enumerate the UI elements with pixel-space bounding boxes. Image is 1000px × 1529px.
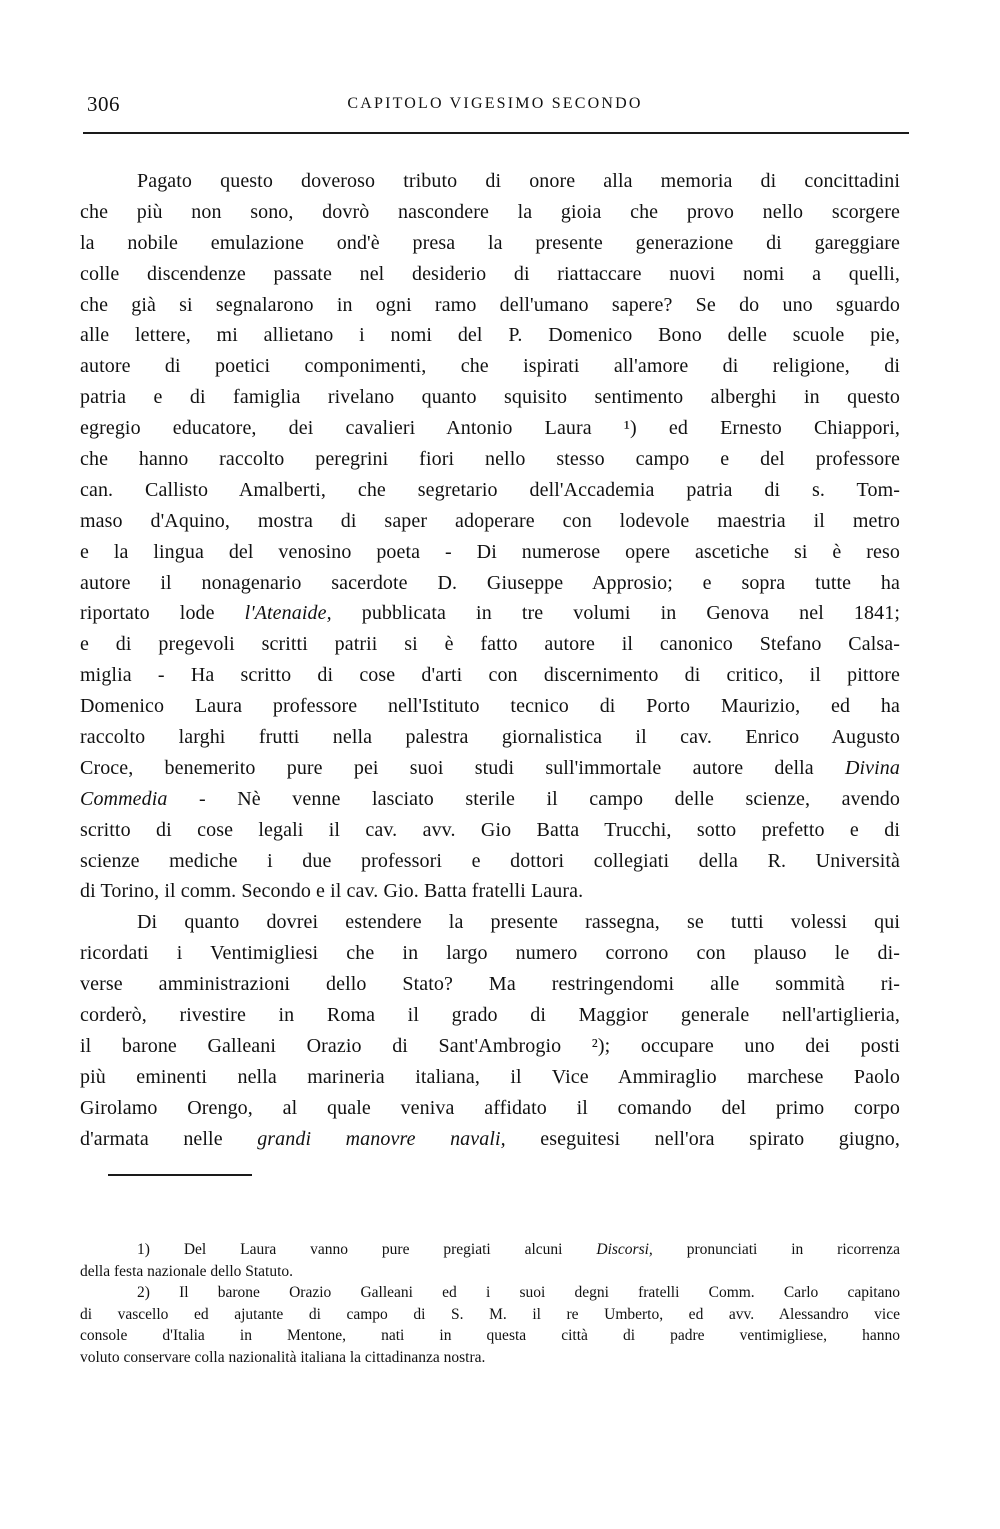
text-line	[80, 1093, 900, 1124]
text-line	[80, 691, 900, 722]
line-text: di vascello ed ajutante di campo di S. M. il re Umberto, ed avv. Alessandro vice	[80, 1305, 900, 1323]
line-text: di Torino, il comm. Secondo e il cav. Gio. Batta fratelli Laura.	[80, 880, 584, 903]
text-line	[80, 907, 900, 938]
line-text: scritto di cose legali il cav. avv. Gio Batta Trucchi, sotto prefetto e di	[80, 818, 900, 841]
text-line	[80, 1031, 900, 1062]
text-line	[80, 166, 900, 197]
line-text: la nobile emulazione ond'è presa la presente generazione di gareggiare	[80, 231, 900, 254]
line-text-continued: pubblicata in tre volumi in Genova nel 1841;	[331, 602, 900, 625]
line-text: autore il nonagenario sacerdote D. Giuseppe Approsio; e sopra tutte ha	[80, 571, 900, 594]
line-text: della festa nazionale dello Statuto.	[80, 1262, 294, 1280]
line-text: e di pregevoli scritti patrii si è fatto autore il canonico Stefano Calsa-	[80, 633, 900, 656]
line-text: e la lingua del venosino poeta - Di numerose opere ascetiche si è reso	[80, 540, 900, 563]
body-text	[80, 166, 900, 1155]
text-line	[80, 444, 900, 475]
line-text: patria e di famiglia rivelano quanto squisito sentimento alberghi in questo	[80, 386, 900, 409]
line-text: Domenico Laura professore nell'Istituto tecnico di Porto Maurizio, ed ha	[80, 695, 900, 718]
text-line	[80, 969, 900, 1000]
line-text: egregio educatore, dei cavalieri Antonio Laura ¹) ed Ernesto Chiappori,	[80, 417, 900, 440]
text-line	[80, 876, 900, 907]
italic-title: grandi manovre navali,	[257, 1127, 506, 1150]
text-line	[80, 197, 900, 228]
footnote-line	[80, 1304, 900, 1326]
line-text: 1) Del Laura vanno pure pregiati alcuni	[137, 1241, 597, 1258]
line-text-continued: pronunciati in ricorrenza	[652, 1241, 900, 1258]
footnote-line	[80, 1347, 900, 1369]
line-text: Croce, benemerito pure pei suoi studi sull'immortale autore della	[80, 756, 845, 779]
text-line	[80, 290, 900, 321]
text-line	[80, 629, 900, 660]
footnote-line	[80, 1325, 900, 1347]
text-line	[80, 938, 900, 969]
line-text: console d'Italia in Mentone, nati in questa città di padre ventimigliese, hanno	[80, 1327, 900, 1344]
line-text: maso d'Aquino, mostra di saper adoperare con lodevole maestria il metro	[80, 509, 900, 532]
line-text: autore di poetici componimenti, che ispirati all'amore di religione, di	[80, 355, 900, 378]
line-text-continued: - Nè venne lasciato sterile il campo delle scienze, avendo	[167, 787, 900, 810]
line-text: 2) Il barone Orazio Galleani ed i suoi degni fratelli Comm. Carlo capitano	[137, 1284, 900, 1301]
footnote-line	[80, 1282, 900, 1304]
line-text: Di quanto dovrei estendere la presente rassegna, se tutti volessi qui	[137, 911, 900, 934]
line-text: can. Callisto Amalberti, che segretario dell'Accademia patria di s. Tom-	[80, 478, 900, 501]
text-line	[80, 660, 900, 691]
text-line	[80, 228, 900, 259]
line-text: alle lettere, mi allietano i nomi del P. Domenico Bono delle scuole pie,	[80, 324, 900, 347]
text-line	[80, 846, 900, 877]
running-title: CAPITOLO VIGESIMO SECONDO	[347, 95, 643, 112]
text-line	[80, 382, 900, 413]
footnote-separator	[108, 1174, 252, 1176]
footnotes	[80, 1239, 900, 1368]
line-text: più eminenti nella marineria italiana, il Vice Ammiraglio marchese Paolo	[80, 1065, 900, 1088]
text-line	[80, 506, 900, 537]
line-text: ricordati i Ventimigliesi che in largo numero corrono con plauso le di-	[80, 942, 900, 965]
line-text: d'armata nelle	[80, 1127, 258, 1150]
text-line	[80, 413, 900, 444]
text-line	[80, 568, 900, 599]
line-text: che già si segnalarono in ogni ramo dell'umano sapere? Se do uno sguardo	[80, 293, 900, 316]
text-line	[80, 722, 900, 753]
italic-title: Divina	[844, 756, 900, 779]
italic-title: l'Atenaide,	[244, 602, 332, 625]
line-text: miglia - Ha scritto di cose d'arti con discernimento di critico, il pittore	[80, 664, 900, 687]
text-line	[80, 537, 900, 568]
footnote-line	[80, 1261, 900, 1283]
header-rule	[83, 132, 909, 134]
text-line	[80, 753, 900, 784]
text-line	[80, 1124, 900, 1155]
text-line	[80, 1062, 900, 1093]
text-line	[80, 351, 900, 382]
text-line	[80, 1000, 900, 1031]
line-text: riportato lode	[80, 602, 245, 625]
line-text: scienze mediche i due professori e dottori collegiati della R. Università	[80, 849, 900, 872]
line-text: che hanno raccolto peregrini fiori nello stesso campo e del professore	[80, 448, 900, 471]
page-header	[83, 92, 907, 118]
line-text: verse amministrazioni dello Stato? Ma restringendomi alle sommità ri-	[80, 973, 900, 996]
text-line	[80, 259, 900, 290]
text-line	[80, 475, 900, 506]
text-line	[80, 598, 900, 629]
line-text: Girolamo Orengo, al quale veniva affidato il comando del primo corpo	[80, 1096, 900, 1119]
italic-title: Commedia	[80, 787, 168, 810]
page-number: 306	[87, 92, 120, 116]
line-text-continued: eseguitesi nell'ora spirato giugno,	[505, 1127, 900, 1150]
line-text: raccolto larghi frutti nella palestra giornalistica il cav. Enrico Augusto	[80, 726, 900, 749]
text-line	[80, 320, 900, 351]
footnote-line	[80, 1239, 900, 1261]
line-text: il barone Galleani Orazio di Sant'Ambrogio ²); occupare uno dei posti	[80, 1034, 900, 1057]
line-text: corderò, rivestire in Roma il grado di Maggior generale nell'artiglieria,	[80, 1004, 900, 1027]
line-text: che più non sono, dovrò nascondere la gioia che provo nello scorgere	[80, 200, 900, 223]
line-text: Pagato questo doveroso tributo di onore alla memoria di concittadini	[137, 170, 900, 192]
line-text: colle discendenze passate nel desiderio di riattaccare nuovi nomi a quelli,	[80, 262, 900, 285]
text-line	[80, 784, 900, 815]
line-text: voluto conservare colla nazionalità italiana la cittadinanza nostra.	[80, 1348, 486, 1366]
italic-title: Discorsi,	[596, 1241, 653, 1258]
text-line	[80, 815, 900, 846]
